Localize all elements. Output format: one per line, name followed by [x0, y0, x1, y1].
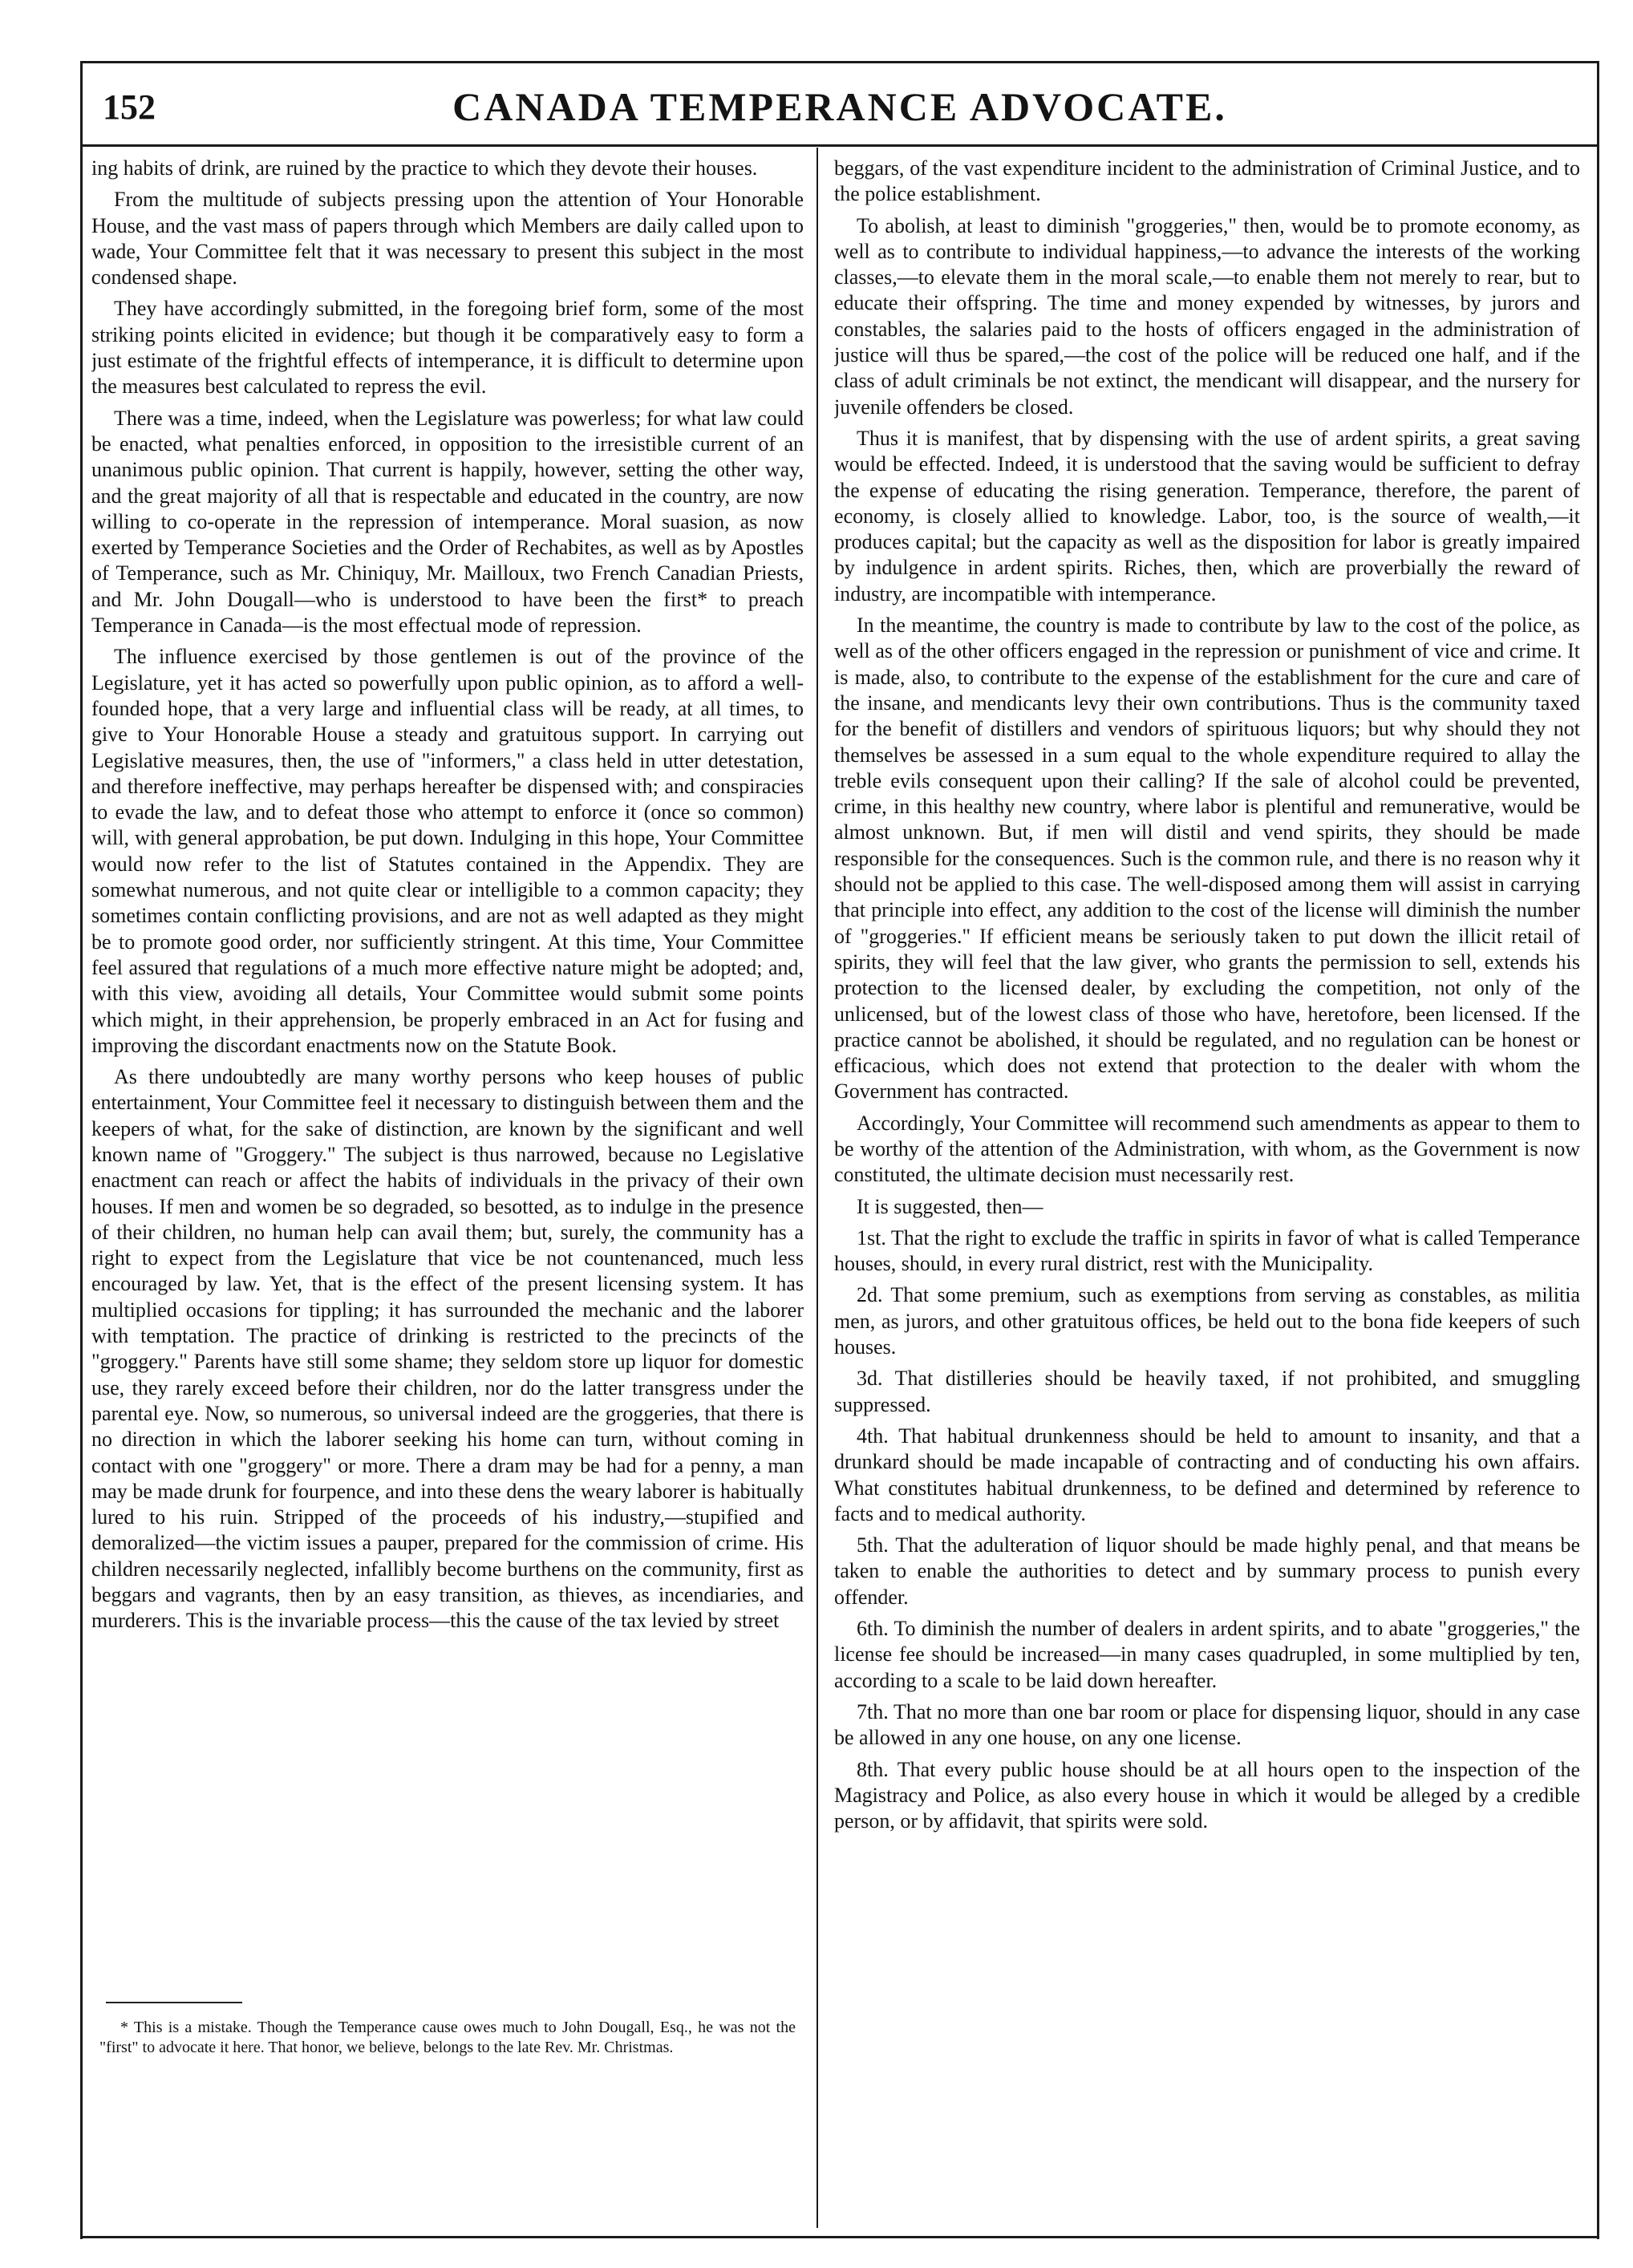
list-item: 1st. That the right to exclude the traffic in spirits in favor of what is called Temperance houses, should, in every rural district, rest with the Municipality.: [834, 1225, 1580, 1276]
paragraph: There was a time, indeed, when the Legislature was powerless; for what law could be enacted, what penalties enforced, in opposition to the irresistible current of an unanimous public opinion. That current is happily, however, setting the other way, and the great majority of all that is respectable and educated in the country, are now willing to co-operate in the repression of intemperance. Moral suasion, as now exerted by Temperance Societies and the Order of Rechabites, as well as by Apostles of Temperance, such as Mr. Chiniquy, Mr. Mailloux, two French Canadian Priests, and Mr. John Dougall—who is understood to have been the first* to preach Temperance in Canada—is the most effectual mode of repression.: [91, 406, 804, 638]
newspaper-page: [80, 61, 1599, 2239]
left-column-body: [91, 156, 804, 1992]
footnote: [99, 2018, 796, 2194]
list-item: 5th. That the adulteration of liquor should be made highly penal, and that means be taken to enable the authorities to detect and by summary process to punish every offender.: [834, 1533, 1580, 1609]
paragraph: They have accordingly submitted, in the foregoing brief form, some of the most striking points elicited in evidence; but though it be comparatively easy to form a just estimate of the frightful effects of intemperance, it is difficult to determine upon the measures best calculated to repress the evil.: [91, 297, 804, 399]
list-item: 6th. To diminish the number of dealers in ardent spirits, and to abate "groggeries," the license fee should be increased—in many cases quadrupled, in some multiplied by ten, according to a scale to be laid down hereafter.: [834, 1617, 1580, 1692]
list-item: 7th. That no more than one bar room or place for dispensing liquor, should in any case be allowed in any one house, on any one license.: [834, 1699, 1580, 1750]
paragraph: From the multitude of subjects pressing upon the attention of Your Honorable House, and the vast mass of papers through which Members are daily called upon to wade, Your Committee felt that it was necessary to present this subject in the most condensed shape.: [91, 188, 804, 290]
page-number: 152: [103, 87, 156, 127]
right-border-rule: [1597, 61, 1599, 2239]
column-divider: [816, 148, 818, 2228]
paragraph: As there undoubtedly are many worthy persons who keep houses of public entertainment, Your Committee feel it necessary to distinguish between them and the keepers of what, for the sake of distinction, are known by the significant and well known name of "Groggery." The subject is thus narrowed, because no Legislative enactment can reach or affect the habits of individuals in the privacy of their own houses. If men and women be so degraded, so besotted, as to indulge in the presence of their children, no human help can avail them; but, surely, the community has a right to expect from the Legislature that vice be not countenanced, much less encouraged by law. Yet, that is the effect of the present licensing system. It has multiplied occasions for tippling; it has surrounded the mechanic and the laborer with temptation. The practice of drinking is restricted to the precincts of the "groggery." Parents have still some shame; they seldom store up liquor for domestic use, they rarely exceed before their children, nor do the latter transgress under the parental eye. Now, so numerous, so universal indeed are the groggeries, that there is no direction in which the laborer seeking his home can turn, without coming in contact with one "groggery" or more. There a dram may be had for a penny, a man may be made drunk for fourpence, and into these dens the weary laborer is habitually lured to his ruin. Stripped of the proceeds of his industry,—stupified and demoralized—the victim issues a pauper, prepared for the commission of crime. His children necessarily neglected, infallibly become burthens on the community, first as beggars and vagrants, then by an easy transition, as thieves, as incendiaries, and murderers. This is the invariable process—this the cause of the tax levied by street: [91, 1065, 804, 1633]
left-border-rule: [80, 61, 83, 2239]
footnote-rule: [106, 2002, 242, 2003]
paragraph: ing habits of drink, are ruined by the practice to which they devote their houses.: [91, 156, 758, 180]
paragraph: To abolish, at least to diminish "groggeries," then, would be to promote economy, as well as to contribute to individual happiness,—to advance the interests of the working classes,—to elevate them in the moral scale,—to enable them not merely to rear, but to educate their offspring. The time and money expended by witnesses, by jurors and constables, the salaries paid to the hosts of officers engaged in the administration of justice will thus be spared,—the cost of the police will be reduced one half, and if the class of adult criminals be not extinct, the mendicant will disappear, and the nursery for juvenile offenders be closed.: [834, 213, 1580, 419]
newspaper-title: CANADA TEMPERANCE ADVOCATE.: [452, 84, 1227, 129]
right-column: [834, 156, 1580, 2225]
paragraph: The influence exercised by those gentlemen is out of the province of the Legislature, yet it has acted so powerfully upon public opinion, as to afford a well-founded hope, that a very large and influential class will be ready, at all times, to give to Your Honorable House a steady and gratuitous support. In carrying out Legislative measures, then, the use of "informers," a class held in utter detestation, and therefore ineffective, may perhaps hereafter be dispensed with; and conspiracies to evade the law, and to defeat those who attempt to enforce it (once so common) will, with general approbation, be put down. Indulging in this hope, Your Committee would now refer to the list of Statutes contained in the Appendix. They are somewhat numerous, and not quite clear or intelligible to a common capacity; they sometimes contain conflicting provisions, and are not as well adapted as they might be to promote good order, nor sufficiently stringent. At this time, Your Committee feel assured that regulations of a much more effective nature might be adopted; and, with this view, avoiding all details, Your Committee would submit some points which might, in their apprehension, be properly embraced in an Act for fusing and improving the discordant enactments now on the Statute Book.: [91, 645, 804, 1057]
left-column: [91, 156, 804, 2217]
list-item: 8th. That every public house should be at all hours open to the inspection of the Magistracy and Police, as also every house in which it would be alleged by a credible person, or by affidavit, that spirits were sold.: [834, 1757, 1580, 1833]
header-rule: [80, 144, 1599, 147]
bottom-border-rule: [80, 2236, 1599, 2238]
paragraph: It is suggested, then—: [857, 1194, 1043, 1218]
paragraph: Thus it is manifest, that by dispensing with the use of ardent spirits, a great saving would be effected. Indeed, it is understood that the saving would be sufficient to defray the expense of educating the rising generation. Temperance, therefore, the parent of economy, is closely allied to knowledge. Labor, too, is the source of wealth,—it produces capital; but the capacity as well as the disposition for labor is greatly impaired by indulgence in ardent spirits. Riches, then, which are proverbially the reward of industry, are incompatible with intemperance.: [834, 426, 1580, 605]
list-item: 4th. That habitual drunkenness should be held to amount to insanity, and that a drunkard should be made incapable of contracting and of conducting his own affairs. What constitutes habitual drunkenness, to be defined and determined by reference to facts and to medical authority.: [834, 1424, 1580, 1525]
footnote-text: * This is a mistake. Though the Temperance cause owes much to John Dougall, Esq., he was not the "first" to advocate it here. That honor, we believe, belongs to the late Rev. Mr. Christmas.: [99, 2019, 796, 2056]
top-border-rule: [80, 61, 1599, 63]
list-item: 3d. That distilleries should be heavily taxed, if not prohibited, and smuggling suppressed.: [834, 1367, 1580, 1416]
list-item: 2d. That some premium, such as exemptions from serving as constables, as militia men, as jurors, and other gratuitous offices, be held out to the bona fide keepers of such houses.: [834, 1283, 1580, 1359]
paragraph: Accordingly, Your Committee will recommend such amendments as appear to them to be worthy of the attention of the Administration, with whom, as the Government is now constituted, the ultimate decision must necessarily rest.: [834, 1111, 1580, 1187]
paragraph: In the meantime, the country is made to contribute by law to the cost of the police, as well as of the other officers engaged in the repression or punishment of vice and crime. It is made, also, to contribute to the expense of the establishment for the cure and care of the insane, and mendicants levy their own contributions. Thus is the community taxed for the benefit of distillers and vendors of spirituous liquors; but why should they not themselves be assessed in a sum equal to the whole expenditure required to allay the treble evils consequent upon their calling? If the sale of alcohol could be prevented, crime, in this healthy new country, where labor is plentiful and remunerative, would be almost unknown. But, if men will distil and vend spirits, they should be made responsible for the consequences. Such is the common rule, and there is no reason why it should not be applied to this case. The well-disposed among them will assist in carrying that principle into effect, any addition to the cost of the license will diminish the number of "groggeries." If efficient means be seriously taken to put down the illicit retail of spirits, they will feel that the law giver, who grants the permission to sell, extends his protection to the licensed dealer, by excluding the competition, not only of the unlicensed, but of the lowest class of those who have, heretofore, been licensed. If the practice cannot be abolished, it should be regulated, and no regulation can be honest or efficacious, which does not extend that protection to the dealer with whom the Government has contracted.: [834, 614, 1580, 1104]
page-header: [103, 79, 1577, 143]
paragraph: beggars, of the vast expenditure incident to the administration of Criminal Justice, and to the police establishment.: [834, 156, 1580, 206]
